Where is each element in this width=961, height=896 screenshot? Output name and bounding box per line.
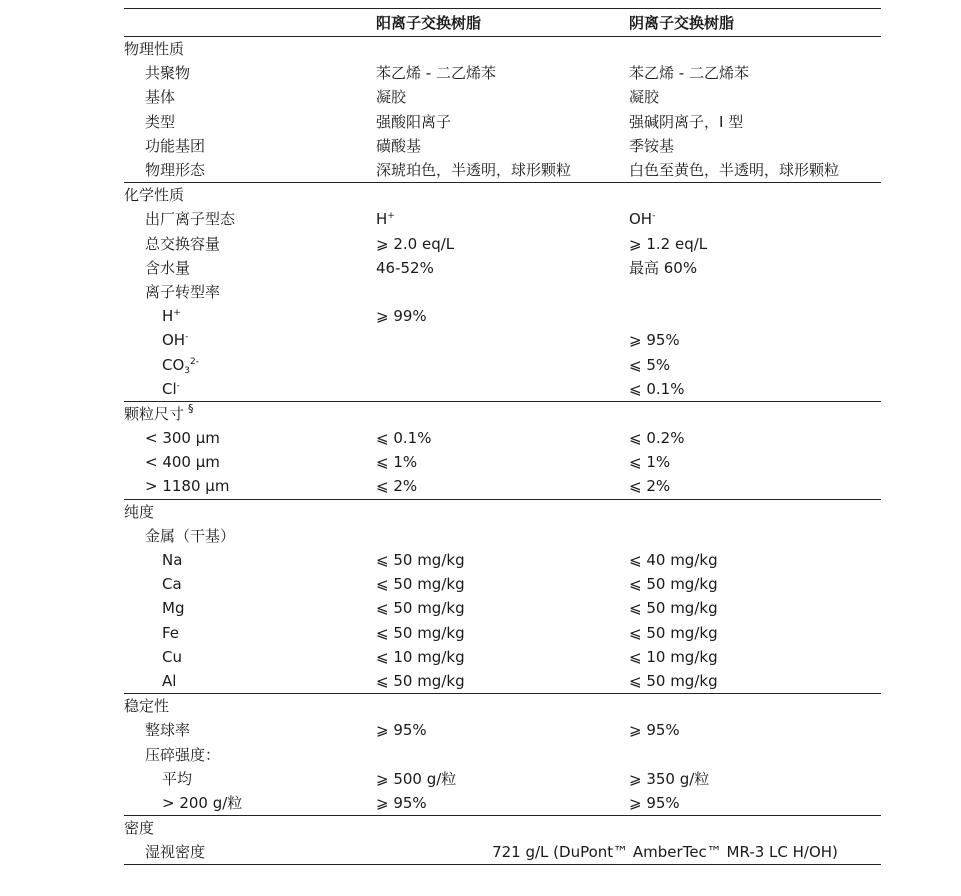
- row-label: > 200 g/粒: [162, 793, 243, 812]
- cation-value: ⩾ 99%: [376, 307, 427, 326]
- table-row: [124, 742, 881, 766]
- section-title: 化学性质: [124, 183, 881, 208]
- cation-value: [376, 742, 629, 766]
- anion-value: 强碱阴离子，I 型: [629, 112, 744, 131]
- table-row: [124, 840, 881, 865]
- row-label: 基体: [145, 88, 176, 107]
- section-physical: [124, 37, 881, 62]
- table-row: [124, 207, 881, 231]
- table-row: [124, 669, 881, 694]
- cation-value: ⩽ 2%: [376, 477, 418, 496]
- section-title: 稳定性: [124, 694, 881, 719]
- cation-value: [376, 377, 629, 402]
- anion-value: ⩽ 1%: [629, 453, 671, 472]
- row-label: 湿视密度: [124, 840, 376, 865]
- row-label: 共聚物: [145, 64, 191, 83]
- row-label: 压碎强度：: [145, 745, 221, 764]
- cation-value: [376, 207, 629, 231]
- anion-value: ⩾ 95%: [629, 721, 680, 740]
- anion-value: ⩽ 50 mg/kg: [629, 623, 718, 642]
- table-row: [124, 256, 881, 280]
- density-value: 721 g/L (DuPont™ AmberTec™ MR-3 LC H/OH): [376, 840, 881, 865]
- table-row: [124, 134, 881, 158]
- ion-symbol: OH: [629, 210, 653, 229]
- section-title: [124, 401, 881, 426]
- table-row: [124, 791, 881, 816]
- anion-value: [629, 304, 881, 328]
- row-label: Mg: [162, 599, 185, 618]
- row-label: 整球率: [145, 721, 191, 740]
- anion-value: ⩽ 40 mg/kg: [629, 551, 718, 570]
- cation-value: ⩽ 50 mg/kg: [376, 599, 465, 618]
- row-label: Al: [162, 671, 177, 690]
- cation-value: ⩽ 50 mg/kg: [376, 671, 465, 690]
- table-row: [124, 596, 881, 620]
- header-anion: 阴离子交换树脂: [629, 9, 881, 37]
- row-label: 含水量: [145, 258, 191, 277]
- ion-charge: -: [176, 380, 180, 391]
- row-label: 出厂离子型态: [145, 210, 236, 229]
- row-label: [124, 377, 376, 402]
- section-title: 密度: [124, 816, 881, 841]
- header-cation: 阳离子交换树脂: [376, 9, 629, 37]
- cation-value: 深琥珀色，半透明，球形颗粒: [376, 161, 572, 180]
- cation-value: ⩽ 1%: [376, 453, 418, 472]
- cation-value: ⩾ 95%: [376, 721, 427, 740]
- section-purity: [124, 499, 881, 524]
- section-chemical: [124, 183, 881, 208]
- row-label: [124, 304, 376, 328]
- ion-subscript: 3: [184, 365, 191, 376]
- row-label: 功能基团: [145, 136, 206, 155]
- table-row: [124, 767, 881, 791]
- section-stability: [124, 694, 881, 719]
- ion-charge: +: [387, 211, 395, 222]
- row-label: 平均: [162, 769, 193, 788]
- table-row: [124, 377, 881, 402]
- header-empty: [124, 9, 376, 37]
- table-row: [124, 450, 881, 474]
- ion-symbol: Cl: [162, 379, 177, 398]
- table-row: [124, 352, 881, 376]
- cation-value: ⩾ 2.0 eq/L: [376, 234, 455, 253]
- ion-symbol: H: [162, 307, 174, 326]
- anion-value: 白色至黄色，半透明，球形颗粒: [629, 161, 840, 180]
- table-row: [124, 548, 881, 572]
- header-row: [124, 9, 881, 37]
- ion-symbol: H: [376, 210, 388, 229]
- cation-value: 46-52%: [376, 258, 434, 277]
- table-row: [124, 232, 881, 256]
- cation-value: [376, 328, 629, 352]
- cation-value: ⩽ 50 mg/kg: [376, 623, 465, 642]
- row-label: 类型: [145, 112, 176, 131]
- anion-value: ⩽ 5%: [629, 355, 671, 374]
- cation-value: ⩾ 500 g/粒: [376, 769, 457, 788]
- ion-charge: -: [185, 332, 189, 343]
- row-label: Na: [162, 551, 183, 570]
- cation-value: 磺酸基: [376, 136, 422, 155]
- anion-value: [629, 524, 881, 548]
- anion-value: ⩽ 50 mg/kg: [629, 575, 718, 594]
- table-row: [124, 621, 881, 645]
- section-density: [124, 816, 881, 841]
- cation-value: ⩽ 0.1%: [376, 429, 432, 448]
- anion-value: ⩽ 0.2%: [629, 429, 685, 448]
- table-row: [124, 61, 881, 85]
- row-label: 物理形态: [145, 161, 206, 180]
- footnote-mark: §: [188, 401, 194, 415]
- table-row: [124, 645, 881, 669]
- table-row: [124, 474, 881, 499]
- ion-charge: -: [652, 211, 656, 222]
- section-title: 物理性质: [124, 40, 185, 59]
- cation-value: [376, 280, 629, 304]
- row-label: 离子转型率: [145, 282, 221, 301]
- cation-value: [376, 352, 629, 376]
- anion-value: 凝胶: [629, 88, 660, 107]
- anion-value: ⩾ 95%: [629, 793, 680, 812]
- anion-value: ⩽ 10 mg/kg: [629, 647, 718, 666]
- anion-value: ⩽ 50 mg/kg: [629, 599, 718, 618]
- anion-value: ⩾ 1.2 eq/L: [629, 234, 708, 253]
- cation-value: ⩽ 50 mg/kg: [376, 551, 465, 570]
- anion-value: 季铵基: [629, 136, 675, 155]
- anion-value: ⩽ 50 mg/kg: [629, 671, 718, 690]
- section-particle-size: [124, 401, 881, 426]
- anion-value: [629, 280, 881, 304]
- ion-charge: 2-: [190, 356, 199, 367]
- table-row: [124, 426, 881, 450]
- ion-symbol: OH: [162, 331, 186, 350]
- cation-value: ⩾ 95%: [376, 793, 427, 812]
- row-label: 总交换容量: [145, 234, 221, 253]
- row-label: > 1180 µm: [145, 477, 230, 496]
- ion-symbol: CO: [162, 355, 185, 374]
- row-label: [124, 328, 376, 352]
- cation-value: ⩽ 10 mg/kg: [376, 647, 465, 666]
- row-label: Ca: [162, 575, 182, 594]
- row-label: Cu: [162, 647, 182, 666]
- anion-value: ⩽ 2%: [629, 477, 671, 496]
- anion-value: [629, 207, 881, 231]
- table-row: [124, 572, 881, 596]
- cation-value: [376, 524, 629, 548]
- anion-value: 最高 60%: [629, 258, 698, 277]
- row-label: < 400 µm: [145, 453, 220, 472]
- section-title-text: 颗粒尺寸: [124, 404, 185, 423]
- ion-charge: +: [173, 308, 181, 319]
- table-row: [124, 304, 881, 328]
- anion-value: ⩾ 350 g/粒: [629, 769, 710, 788]
- cation-value: ⩽ 50 mg/kg: [376, 575, 465, 594]
- anion-value: ⩾ 95%: [629, 331, 680, 350]
- anion-value: 苯乙烯 - 二乙烯苯: [629, 64, 749, 83]
- cation-value: 凝胶: [376, 88, 407, 107]
- table-row: [124, 110, 881, 134]
- row-label: < 300 µm: [145, 429, 220, 448]
- row-label: Fe: [162, 623, 180, 642]
- cation-value: 苯乙烯 - 二乙烯苯: [376, 64, 496, 83]
- resin-spec-table: [124, 8, 881, 865]
- row-label: [124, 352, 376, 376]
- table-row: [124, 718, 881, 742]
- table-row: [124, 328, 881, 352]
- section-title: 纯度: [124, 499, 881, 524]
- table-row: [124, 85, 881, 109]
- anion-value: [629, 742, 881, 766]
- cation-value: 强酸阳离子: [376, 112, 452, 131]
- table-row: [124, 158, 881, 183]
- table-row: [124, 524, 881, 548]
- table-row: [124, 280, 881, 304]
- row-label: 金属（干基）: [145, 526, 236, 545]
- anion-value: ⩽ 0.1%: [629, 379, 685, 398]
